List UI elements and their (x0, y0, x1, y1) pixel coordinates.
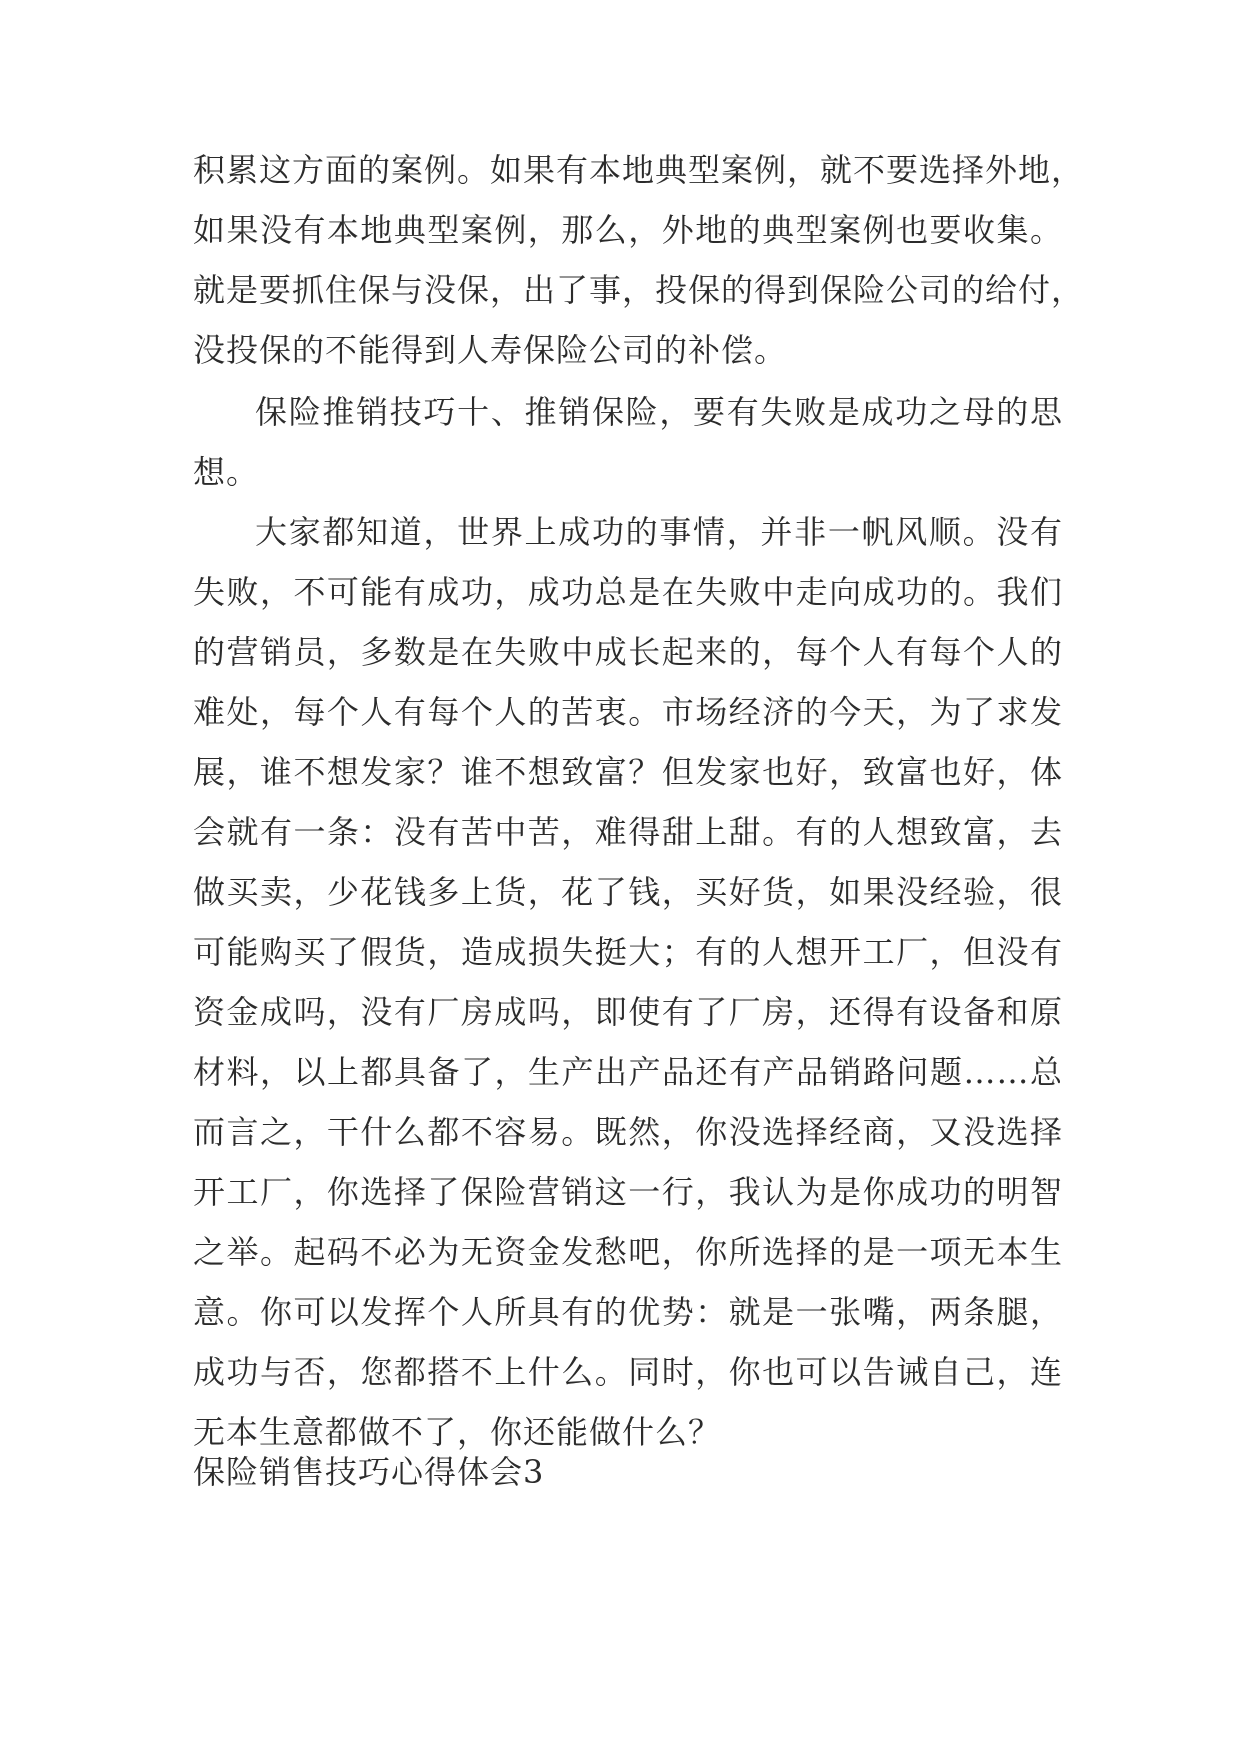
text-line: 保险推销技巧十、推销保险，要有失败是成功之母的思 (255, 393, 1063, 431)
text-line: 而言之，干什么都不容易。既然，你没选择经商，又没选择 (193, 1113, 1063, 1151)
text-line: 无本生意都做不了，你还能做什么？ (193, 1413, 722, 1451)
text-line: 成功与否，您都搭不上什么。同时，你也可以告诫自己，连 (193, 1353, 1063, 1391)
paragraph-failure-success (193, 502, 1063, 1462)
section-heading: 保险销售技巧心得体会3 (193, 1453, 545, 1491)
text-line: 就是要抓住保与没保，出了事，投保的得到保险公司的给付， (193, 271, 1085, 309)
text-line: 没投保的不能得到人寿保险公司的补偿。 (193, 331, 788, 369)
text-line: 失败，不可能有成功，成功总是在失败中走向成功的。我们 (193, 573, 1063, 611)
text-line: 展，谁不想发家？谁不想致富？但发家也好，致富也好，体 (193, 753, 1063, 791)
text-line: 意。你可以发挥个人所具有的优势：就是一张嘴，两条腿， (193, 1293, 1063, 1331)
text-line: 积累这方面的案例。如果有本地典型案例，就不要选择外地， (193, 151, 1085, 189)
paragraph-case-collection (193, 140, 1085, 380)
text-line: 之举。起码不必为无资金发愁吧，你所选择的是一项无本生 (193, 1233, 1063, 1271)
text-line: 开工厂，你选择了保险营销这一行，我认为是你成功的明智 (193, 1173, 1063, 1211)
text-line: 做买卖，少花钱多上货，花了钱，买好货，如果没经验，很 (193, 873, 1063, 911)
text-line: 资金成吗，没有厂房成吗，即使有了厂房，还得有设备和原 (193, 993, 1063, 1031)
paragraph-tip-ten (193, 382, 1063, 502)
text-line: 会就有一条：没有苦中苦，难得甜上甜。有的人想致富，去 (193, 813, 1063, 851)
text-line: 材料，以上都具备了，生产出产品还有产品销路问题……总 (193, 1053, 1063, 1091)
text-line: 可能购买了假货，造成损失挺大；有的人想开工厂，但没有 (193, 933, 1063, 971)
text-line: 大家都知道，世界上成功的事情，并非一帆风顺。没有 (255, 513, 1063, 551)
text-line: 难处，每个人有每个人的苦衷。市场经济的今天，为了求发 (193, 693, 1063, 731)
text-line: 想。 (193, 453, 260, 491)
text-line: 如果没有本地典型案例，那么，外地的典型案例也要收集。 (193, 211, 1063, 249)
text-line: 的营销员，多数是在失败中成长起来的，每个人有每个人的 (193, 633, 1063, 671)
